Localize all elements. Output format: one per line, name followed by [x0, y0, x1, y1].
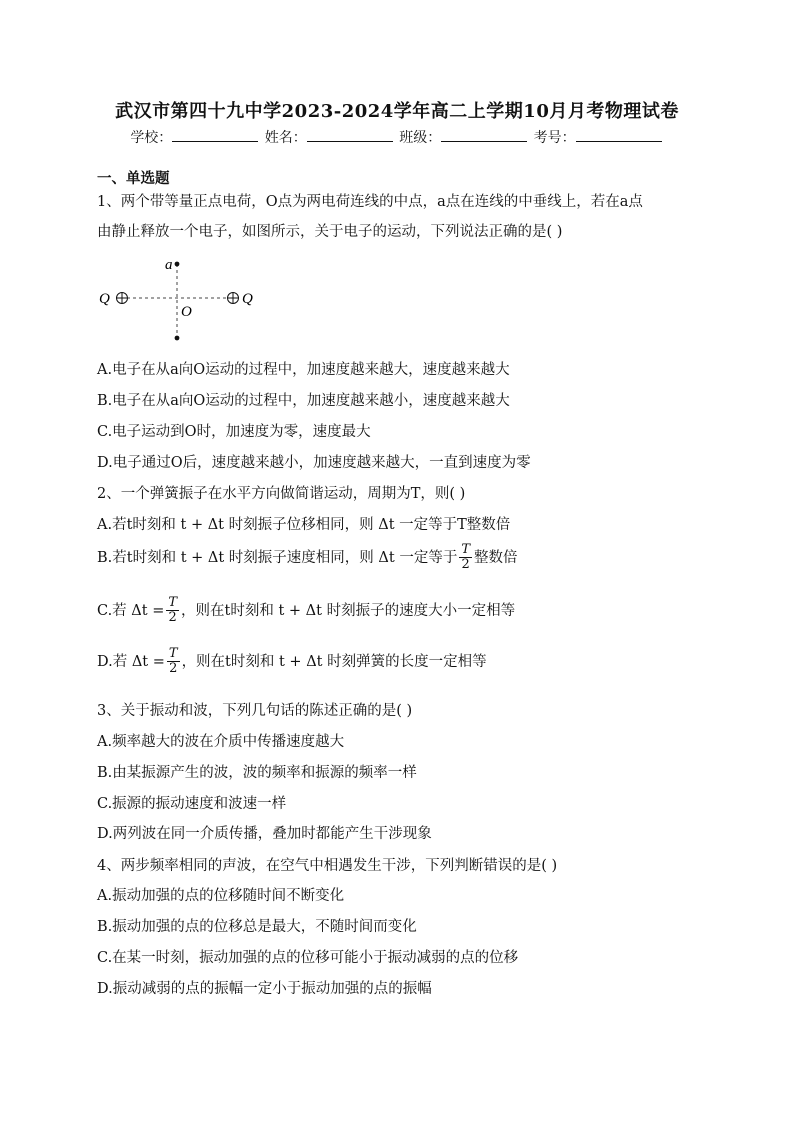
q2-option-d [97, 647, 487, 677]
q3-option-b: B.由某振源产生的波，波的频率和振源的频率一样 [97, 765, 417, 781]
q2-stem: 2、一个弹簧振子在水平方向做简谐运动，周期为T，则( ) [97, 486, 466, 502]
fraction-t-over-2: $\frac{T}{2}$ [461, 542, 470, 573]
name-blank [307, 129, 393, 142]
school-blank [172, 129, 258, 142]
section-heading: 一、单选题 [97, 170, 170, 187]
name-label: 姓名： [264, 130, 307, 146]
q2-option-d-post: ，则在t时刻和 t + Δt 时刻弹簧的长度一定相等 [181, 653, 487, 670]
q4-stem: 4、两步频率相同的声波，在空气中相遇发生干涉，下列判断错误的是( ) [97, 858, 558, 874]
q4-option-a: A.振动加强的点的位移随时间不断变化 [97, 888, 345, 904]
page-title: 武汉市第四十九中学2023-2024学年高二上学期10月月考物理试卷 [115, 101, 679, 122]
q4-option-d: D.振动减弱的点的振幅一定小于振动加强的点的振幅 [97, 981, 432, 997]
fraction-t-over-2: $\frac{T}{2}$ [168, 595, 178, 626]
q3-option-d: D.两列波在同一介质传播，叠加时都能产生干涉现象 [97, 826, 432, 842]
school-label: 学校： [130, 130, 173, 146]
q2-option-c-post: ，则在t时刻和 t + Δt 时刻振子的速度大小一定相等 [181, 602, 516, 619]
q1-option-b: B.电子在从a向O运动的过程中，加速度越来越小，速度越来越大 [97, 393, 510, 409]
q1-option-d: D.电子通过O后，速度越来越小，加速度越来越大，一直到速度为零 [97, 455, 531, 471]
student-info-line [0, 127, 794, 147]
q2-option-a: A.若t时刻和 t + Δt 时刻振子位移相同，则 Δt 一定等于T整数倍 [97, 517, 511, 533]
q3-option-c: C.振源的振动速度和波速一样 [97, 796, 287, 812]
q3-option-a: A.频率越大的波在介质中传播速度越大 [97, 734, 345, 750]
q1-option-a: A.电子在从a向O运动的过程中，加速度越来越大，速度越来越大 [97, 362, 510, 378]
q3-stem: 3、关于振动和波，下列几句话的陈述正确的是( ) [97, 703, 413, 719]
class-label: 班级： [399, 130, 442, 146]
number-blank [576, 129, 662, 142]
number-label: 考号： [533, 130, 576, 146]
q2-option-b [97, 543, 518, 573]
q2-option-d-pre: D.若 Δt = [97, 653, 165, 670]
class-blank [441, 129, 527, 142]
q4-option-b: B.振动加强的点的位移总是最大，不随时间而变化 [97, 919, 417, 935]
point-a-dot [175, 262, 180, 267]
right-charge-symbol [228, 293, 239, 304]
q1-option-c: C.电子运动到O时，加速度为零，速度最大 [97, 424, 371, 440]
q4-option-c: C.在某一时刻，振动加强的点的位移可能小于振动减弱的点的位移 [97, 950, 519, 966]
label-a: a [165, 257, 173, 273]
label-q-left: Q [99, 291, 110, 307]
left-charge-symbol [117, 293, 128, 304]
fraction-t-over-2: $\frac{T}{2}$ [168, 646, 178, 677]
label-q-right: Q [242, 291, 253, 307]
q2-option-b-pre: B.若t时刻和 t + Δt 时刻振子速度相同，则 Δt 一定等于 [97, 549, 458, 566]
q1-figure [97, 252, 277, 348]
q2-option-b-post: 整数倍 [474, 549, 518, 566]
q2-option-c-pre: C.若 Δt = [97, 602, 165, 619]
q1-stem-line2: 由静止释放一个电子，如图所示，关于电子的运动，下列说法正确的是( ) [97, 224, 563, 240]
point-b-dot [175, 336, 180, 341]
q1-stem-line1: 1、两个带等量正点电荷，O点为两电荷连线的中点，a点在连线的中垂线上，若在a点 [97, 194, 643, 210]
q2-option-c [97, 596, 515, 626]
label-o: O [181, 304, 192, 320]
